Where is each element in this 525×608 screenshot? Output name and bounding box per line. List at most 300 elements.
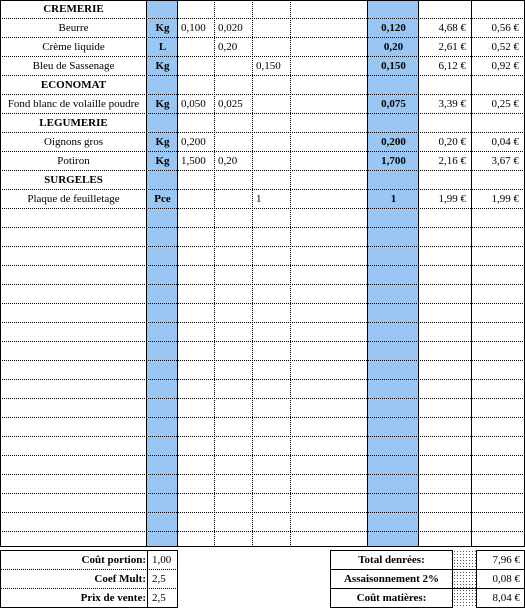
line-cost-cell[interactable]	[472, 437, 525, 456]
section-header-row	[0, 0, 525, 19]
seasoning-label: Assaisonnement 2%	[343, 573, 440, 585]
unit-cell[interactable]	[147, 228, 178, 247]
multiplier-label: Coef Mult:	[94, 573, 146, 585]
unit-cell[interactable]	[147, 323, 178, 342]
qty-cell-1[interactable]	[178, 475, 215, 494]
qty-cell-4[interactable]	[291, 38, 368, 57]
unit-price-cell[interactable]	[419, 513, 472, 532]
unit-price-cell[interactable]	[419, 342, 472, 361]
unit-price-cell[interactable]	[419, 304, 472, 323]
qty-cell-3[interactable]	[253, 361, 291, 380]
ingredient-name[interactable]	[0, 266, 147, 285]
section-header-row	[0, 76, 525, 95]
qty-cell-3[interactable]	[253, 323, 291, 342]
unit-cell[interactable]: Kg	[155, 22, 170, 34]
qty-cell-4[interactable]	[291, 152, 368, 171]
material-cost-label: Coût matières:	[356, 592, 427, 604]
ingredient-name[interactable]	[0, 323, 147, 342]
qty-cell-2[interactable]	[215, 247, 253, 266]
summary-hatch-fill	[453, 550, 476, 608]
qty-cell-3[interactable]: 0,150	[256, 60, 281, 72]
unit-price-cell[interactable]	[419, 285, 472, 304]
qty-cell-4[interactable]	[291, 342, 368, 361]
ingredient-name[interactable]	[0, 513, 147, 532]
qty-cell-4[interactable]	[291, 399, 368, 418]
unit-price-cell[interactable]	[419, 418, 472, 437]
unit-cell[interactable]	[147, 342, 178, 361]
row-rule	[0, 398, 525, 399]
total-qty-cell: 1	[390, 193, 397, 205]
empty-row	[0, 323, 525, 342]
qty-cell-1[interactable]	[178, 342, 215, 361]
qty-cell-2[interactable]	[215, 228, 253, 247]
line-cost-cell[interactable]	[472, 494, 525, 513]
ingredient-row	[0, 57, 525, 76]
qty-cell-3[interactable]	[253, 38, 291, 57]
unit-cell[interactable]	[147, 456, 178, 475]
section-title: LEGUMERIE	[39, 117, 108, 129]
qty-cell-2[interactable]	[215, 418, 253, 437]
qty-cell-4[interactable]	[291, 361, 368, 380]
line-cost-cell[interactable]	[472, 247, 525, 266]
sale-price-label: Prix de vente:	[80, 592, 146, 604]
section-header-row	[0, 114, 525, 133]
row-rule	[0, 531, 525, 532]
line-cost-cell[interactable]	[472, 456, 525, 475]
unit-price-cell[interactable]	[419, 399, 472, 418]
qty-cell-3[interactable]	[253, 456, 291, 475]
ingredient-name[interactable]: Beurre	[58, 22, 89, 34]
ingredient-name[interactable]: Plaque de feuilletage	[27, 193, 120, 205]
qty-cell-3[interactable]	[253, 513, 291, 532]
line-cost-cell: 0,04 €	[491, 136, 519, 148]
qty-cell-1[interactable]	[178, 456, 215, 475]
ingredient-row	[0, 190, 525, 209]
qty-cell-1[interactable]	[178, 399, 215, 418]
row-rule	[0, 284, 525, 285]
portion-summary-rule-1	[0, 569, 178, 570]
ingredient-name[interactable]	[0, 494, 147, 513]
line-cost-cell[interactable]	[472, 285, 525, 304]
ingredient-name[interactable]	[0, 399, 147, 418]
ingredient-row	[0, 38, 525, 57]
qty-cell-1[interactable]: 0,200	[181, 136, 206, 148]
column-rule	[146, 0, 147, 547]
qty-cell-4[interactable]	[291, 190, 368, 209]
section-title: SURGELES	[44, 174, 103, 186]
empty-row	[0, 494, 525, 513]
qty-cell-1[interactable]	[178, 266, 215, 285]
qty-cell-4[interactable]	[291, 285, 368, 304]
line-cost-cell[interactable]	[472, 399, 525, 418]
qty-cell-1[interactable]	[178, 418, 215, 437]
qty-cell-3[interactable]	[253, 209, 291, 228]
qty-cell-1[interactable]	[178, 380, 215, 399]
row-rule	[0, 132, 525, 133]
qty-cell-2[interactable]	[215, 57, 253, 76]
unit-cell[interactable]	[147, 266, 178, 285]
qty-cell-3[interactable]	[253, 437, 291, 456]
qty-cell-4[interactable]	[291, 418, 368, 437]
qty-cell-1[interactable]: 1,500	[181, 155, 206, 167]
section-header-row	[0, 171, 525, 190]
qty-cell-4[interactable]	[291, 380, 368, 399]
row-rule	[0, 189, 525, 190]
unit-price-cell[interactable]	[419, 209, 472, 228]
empty-row	[0, 247, 525, 266]
line-cost-cell: 0,25 €	[491, 98, 519, 110]
unit-cell[interactable]: Kg	[155, 155, 170, 167]
row-rule	[0, 56, 525, 57]
qty-cell-4[interactable]	[291, 247, 368, 266]
qty-cell-2[interactable]: 0,20	[218, 41, 238, 53]
line-cost-cell[interactable]	[472, 361, 525, 380]
row-rule	[0, 379, 525, 380]
unit-cell[interactable]: L	[158, 41, 167, 53]
row-rule	[0, 246, 525, 247]
row-rule	[0, 265, 525, 266]
empty-row	[0, 228, 525, 247]
line-cost-cell: 1,99 €	[491, 193, 519, 205]
qty-cell-1[interactable]	[178, 57, 215, 76]
unit-cell[interactable]	[147, 437, 178, 456]
unit-price-cell[interactable]	[419, 323, 472, 342]
qty-cell-3[interactable]	[253, 494, 291, 513]
ingredient-row	[0, 95, 525, 114]
line-cost-cell[interactable]	[472, 475, 525, 494]
unit-price-cell[interactable]	[419, 437, 472, 456]
unit-price-cell[interactable]: 6,12 €	[438, 60, 466, 72]
unit-cell[interactable]: Kg	[155, 136, 170, 148]
unit-price-cell[interactable]	[419, 228, 472, 247]
line-cost-cell[interactable]	[472, 342, 525, 361]
total-goods-label: Total denrées:	[358, 554, 425, 566]
ingredient-name[interactable]: Potiron	[57, 155, 90, 167]
qty-cell-2[interactable]	[215, 475, 253, 494]
total-qty-cell[interactable]	[368, 209, 419, 228]
material-cost-value: 8,04 €	[492, 592, 520, 604]
total-qty-cell[interactable]	[368, 247, 419, 266]
row-rule	[0, 151, 525, 152]
total-qty-cell: 0,075	[381, 98, 406, 110]
line-cost-cell: 0,92 €	[491, 60, 519, 72]
total-qty-cell: 0,120	[381, 22, 406, 34]
qty-cell-2[interactable]	[215, 209, 253, 228]
qty-cell-1[interactable]	[178, 228, 215, 247]
unit-cell[interactable]: Kg	[155, 98, 170, 110]
portion-summary-rule-2	[0, 588, 178, 589]
total-goods-value: 7,96 €	[492, 554, 520, 566]
empty-row	[0, 209, 525, 228]
qty-cell-1[interactable]	[178, 209, 215, 228]
total-qty-cell[interactable]	[368, 494, 419, 513]
qty-cell-4[interactable]	[291, 266, 368, 285]
row-rule	[0, 436, 525, 437]
ingredient-name[interactable]	[0, 361, 147, 380]
qty-cell-2[interactable]	[215, 437, 253, 456]
multiplier-value[interactable]: 2,5	[152, 573, 166, 585]
ingredient-name[interactable]: Crème liquide	[42, 41, 105, 53]
ingredient-name[interactable]	[0, 380, 147, 399]
unit-price-cell[interactable]: 3,39 €	[438, 98, 466, 110]
empty-row	[0, 361, 525, 380]
qty-cell-2[interactable]	[215, 133, 253, 152]
column-rule	[177, 0, 178, 547]
qty-cell-1[interactable]	[178, 247, 215, 266]
empty-row	[0, 513, 525, 532]
ingredient-name[interactable]: Bleu de Sassenage	[32, 60, 115, 72]
unit-cell[interactable]: Pce	[154, 193, 171, 205]
portion-cost-value[interactable]: 1,00	[152, 554, 172, 566]
bottom-border	[0, 546, 525, 547]
qty-cell-4[interactable]	[291, 437, 368, 456]
qty-cell-2[interactable]	[215, 190, 253, 209]
section-title: CREMERIE	[43, 3, 104, 15]
total-qty-cell[interactable]	[368, 304, 419, 323]
unit-cell[interactable]: Kg	[155, 60, 170, 72]
column-rule	[0, 0, 1, 547]
qty-cell-2[interactable]	[215, 323, 253, 342]
ingredient-name[interactable]	[0, 285, 147, 304]
column-rule	[367, 0, 368, 547]
total-qty-cell[interactable]	[368, 380, 419, 399]
total-qty-cell[interactable]	[368, 361, 419, 380]
qty-cell-2[interactable]: 0,20	[218, 155, 238, 167]
unit-cell[interactable]	[147, 494, 178, 513]
qty-cell-4[interactable]	[291, 513, 368, 532]
qty-cell-4[interactable]	[291, 57, 368, 76]
qty-cell-2[interactable]	[215, 304, 253, 323]
unit-cell[interactable]	[147, 361, 178, 380]
seasoning-value: 0,08 €	[492, 573, 520, 585]
qty-cell-1[interactable]	[178, 437, 215, 456]
line-cost-cell[interactable]	[472, 380, 525, 399]
unit-cell[interactable]	[147, 209, 178, 228]
ingredient-name[interactable]: Fond blanc de volaille poudre	[7, 98, 140, 110]
qty-cell-1[interactable]	[178, 494, 215, 513]
total-qty-cell[interactable]	[368, 513, 419, 532]
unit-price-cell[interactable]	[419, 456, 472, 475]
line-cost-cell[interactable]	[472, 209, 525, 228]
line-cost-cell: 0,52 €	[491, 41, 519, 53]
row-rule	[0, 113, 525, 114]
qty-cell-4[interactable]	[291, 456, 368, 475]
empty-row	[0, 456, 525, 475]
row-rule	[0, 37, 525, 38]
ingredient-name[interactable]	[0, 418, 147, 437]
ingredient-name[interactable]	[0, 228, 147, 247]
row-rule	[0, 75, 525, 76]
unit-price-cell[interactable]: 2,61 €	[438, 41, 466, 53]
empty-row	[0, 380, 525, 399]
total-qty-cell[interactable]	[368, 399, 419, 418]
row-rule	[0, 170, 525, 171]
qty-cell-2[interactable]	[215, 399, 253, 418]
unit-price-cell[interactable]: 2,16 €	[438, 155, 466, 167]
qty-cell-4[interactable]	[291, 304, 368, 323]
unit-price-cell[interactable]	[419, 361, 472, 380]
unit-price-cell[interactable]	[419, 380, 472, 399]
total-qty-cell[interactable]	[368, 285, 419, 304]
qty-cell-3[interactable]	[253, 19, 291, 38]
empty-row	[0, 475, 525, 494]
row-rule	[0, 512, 525, 513]
row-rule	[0, 360, 525, 361]
qty-cell-3[interactable]	[253, 418, 291, 437]
total-qty-cell[interactable]	[368, 342, 419, 361]
line-cost-cell[interactable]	[472, 304, 525, 323]
qty-cell-3[interactable]	[253, 95, 291, 114]
qty-cell-3[interactable]	[253, 266, 291, 285]
qty-cell-1[interactable]	[178, 38, 215, 57]
ingredient-name[interactable]	[0, 456, 147, 475]
total-qty-cell[interactable]	[368, 437, 419, 456]
total-qty-cell: 1,700	[381, 155, 406, 167]
qty-cell-3[interactable]: 1	[256, 193, 262, 205]
qty-cell-4[interactable]	[291, 133, 368, 152]
empty-row	[0, 285, 525, 304]
qty-cell-1[interactable]	[178, 190, 215, 209]
ingredient-name[interactable]	[0, 247, 147, 266]
total-qty-cell[interactable]	[368, 418, 419, 437]
qty-cell-2[interactable]	[215, 342, 253, 361]
qty-cell-4[interactable]	[291, 228, 368, 247]
total-qty-cell[interactable]	[368, 228, 419, 247]
empty-row	[0, 437, 525, 456]
ingredient-row	[0, 152, 525, 171]
qty-cell-2[interactable]: 0,020	[218, 22, 243, 34]
unit-price-cell[interactable]	[419, 494, 472, 513]
qty-cell-2[interactable]	[215, 266, 253, 285]
unit-price-cell[interactable]: 0,20 €	[438, 136, 466, 148]
line-cost-cell[interactable]	[472, 418, 525, 437]
unit-cell[interactable]	[147, 475, 178, 494]
column-rule	[290, 0, 291, 547]
column-rule	[214, 0, 215, 547]
qty-cell-4[interactable]	[291, 95, 368, 114]
row-rule	[0, 417, 525, 418]
unit-cell[interactable]	[147, 304, 178, 323]
unit-price-cell[interactable]	[419, 247, 472, 266]
ingredient-row	[0, 133, 525, 152]
unit-price-cell[interactable]: 4,68 €	[438, 22, 466, 34]
unit-price-cell[interactable]	[419, 475, 472, 494]
empty-row	[0, 342, 525, 361]
row-rule	[0, 94, 525, 95]
row-rule	[0, 322, 525, 323]
total-qty-cell: 0,150	[381, 60, 406, 72]
row-rule	[0, 341, 525, 342]
qty-cell-1[interactable]	[178, 323, 215, 342]
qty-cell-3[interactable]	[253, 380, 291, 399]
ingredient-row	[0, 19, 525, 38]
unit-price-cell[interactable]: 1,99 €	[438, 193, 466, 205]
empty-row	[0, 266, 525, 285]
qty-cell-3[interactable]	[253, 342, 291, 361]
empty-row	[0, 418, 525, 437]
qty-cell-4[interactable]	[291, 209, 368, 228]
qty-cell-1[interactable]	[178, 285, 215, 304]
line-cost-cell[interactable]	[472, 323, 525, 342]
row-rule	[0, 474, 525, 475]
row-rule	[0, 303, 525, 304]
row-rule	[0, 493, 525, 494]
qty-cell-1[interactable]	[178, 361, 215, 380]
empty-row	[0, 399, 525, 418]
qty-cell-3[interactable]	[253, 304, 291, 323]
unit-price-cell[interactable]	[419, 266, 472, 285]
ingredient-name[interactable]	[0, 475, 147, 494]
total-qty-cell: 0,20	[383, 41, 404, 53]
ingredient-name[interactable]: Oignons gros	[44, 136, 103, 148]
qty-cell-3[interactable]	[253, 228, 291, 247]
qty-cell-4[interactable]	[291, 494, 368, 513]
qty-cell-2[interactable]	[215, 513, 253, 532]
unit-cell[interactable]	[147, 247, 178, 266]
ingredient-name[interactable]	[0, 304, 147, 323]
qty-cell-1[interactable]: 0,050	[181, 98, 206, 110]
column-rule	[252, 0, 253, 547]
top-border	[0, 0, 525, 1]
qty-cell-4[interactable]	[291, 475, 368, 494]
qty-cell-3[interactable]	[253, 247, 291, 266]
unit-cell[interactable]	[147, 285, 178, 304]
qty-cell-2[interactable]	[215, 380, 253, 399]
qty-cell-2[interactable]	[215, 285, 253, 304]
qty-cell-4[interactable]	[291, 323, 368, 342]
unit-cell[interactable]	[147, 513, 178, 532]
ingredient-name[interactable]	[0, 342, 147, 361]
unit-cell[interactable]	[147, 380, 178, 399]
line-cost-cell[interactable]	[472, 266, 525, 285]
ingredient-name[interactable]	[0, 437, 147, 456]
qty-cell-3[interactable]	[253, 152, 291, 171]
qty-cell-2[interactable]	[215, 456, 253, 475]
portion-cost-label: Coût portion:	[81, 554, 146, 566]
line-cost-cell[interactable]	[472, 513, 525, 532]
line-cost-cell: 0,56 €	[491, 22, 519, 34]
qty-cell-1[interactable]: 0,100	[181, 22, 206, 34]
total-qty-cell: 0,200	[381, 136, 406, 148]
line-cost-cell: 3,67 €	[491, 155, 519, 167]
ingredient-name[interactable]	[0, 209, 147, 228]
qty-cell-2[interactable]: 0,025	[218, 98, 243, 110]
row-rule	[0, 208, 525, 209]
empty-row	[0, 304, 525, 323]
qty-cell-1[interactable]	[178, 513, 215, 532]
total-qty-cell[interactable]	[368, 475, 419, 494]
row-rule	[0, 227, 525, 228]
qty-cell-3[interactable]	[253, 475, 291, 494]
row-rule	[0, 18, 525, 19]
qty-cell-1[interactable]	[178, 304, 215, 323]
sale-price-value[interactable]: 2,5	[152, 592, 166, 604]
qty-cell-4[interactable]	[291, 19, 368, 38]
qty-cell-3[interactable]	[253, 399, 291, 418]
qty-cell-3[interactable]	[253, 133, 291, 152]
qty-cell-2[interactable]	[215, 361, 253, 380]
line-cost-cell[interactable]	[472, 228, 525, 247]
qty-cell-3[interactable]	[253, 285, 291, 304]
portion-summary-divider	[147, 550, 148, 608]
unit-cell[interactable]	[147, 399, 178, 418]
column-rule	[418, 0, 419, 547]
total-qty-cell[interactable]	[368, 323, 419, 342]
total-qty-cell[interactable]	[368, 456, 419, 475]
qty-cell-2[interactable]	[215, 494, 253, 513]
total-qty-cell[interactable]	[368, 266, 419, 285]
unit-cell[interactable]	[147, 418, 178, 437]
